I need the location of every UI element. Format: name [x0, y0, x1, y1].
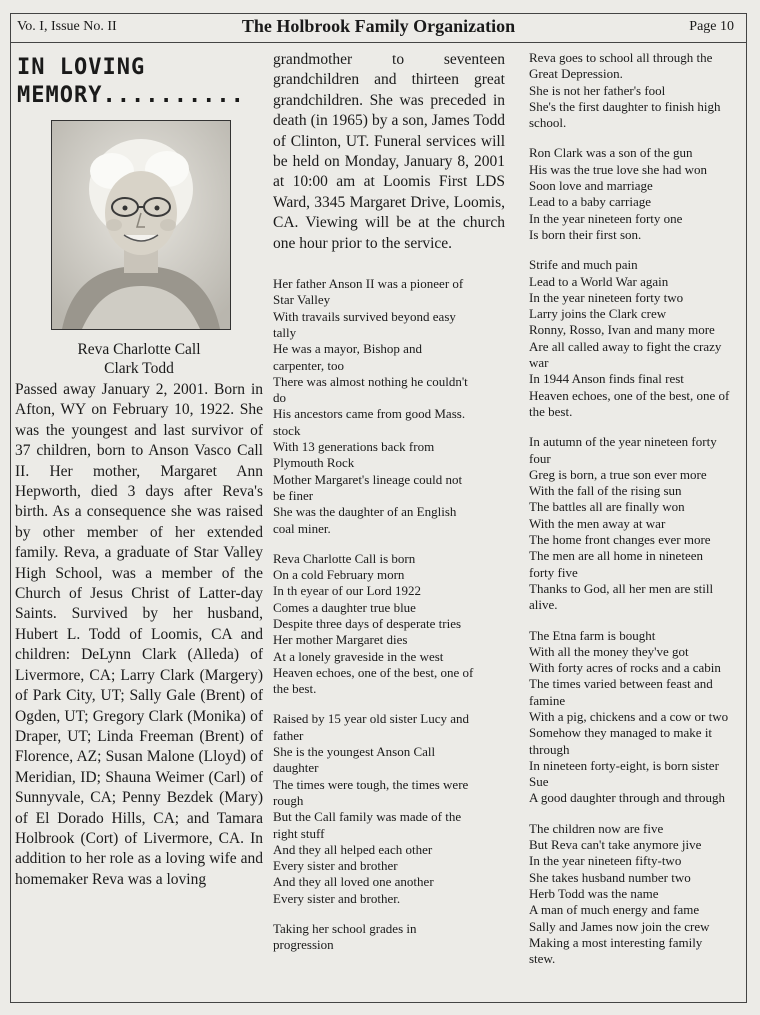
- poem-line: war: [529, 355, 549, 371]
- poem-line: coal miner.: [273, 520, 331, 536]
- poem-line: Heaven echoes, one of the best, one of: [273, 664, 474, 680]
- poem-line: Her mother Margaret dies: [273, 632, 408, 648]
- poem-line: Making a most interesting family: [529, 934, 703, 950]
- obituary-text-part-2: grandmother to seventeen grandchildren and thirteen great grandchildren. She was preceded in death (in 1965) by a son, James Todd of Clinton, UT. Funeral services will be held on Monday, January 8, 2001 at 10:00 am at Loomis First LDS Ward, 3345 Margaret Drive, Loomis, CA. Viewing will be at the church one hour prior to the service.: [273, 51, 505, 252]
- poem-column-3: [529, 50, 741, 967]
- poem-line: The Etna farm is bought: [529, 627, 656, 643]
- poem-line: Raised by 15 year old sister Lucy and: [273, 711, 470, 727]
- poem-line: There was almost nothing he couldn't: [273, 373, 468, 389]
- poem-line: Ron Clark was a son of the gun: [529, 145, 693, 161]
- poem-line: alive.: [529, 597, 558, 613]
- column-3: [529, 50, 741, 981]
- poem-line: The times varied between feast and: [529, 676, 713, 692]
- page-header: [11, 14, 746, 43]
- poem-line: Greg is born, a true son ever more: [529, 466, 707, 482]
- poem-line: She is not her father's fool: [529, 82, 666, 98]
- poem-line: Despite three days of desperate tries: [273, 616, 462, 631]
- poem-line: Heaven echoes, one of the best, one of: [529, 387, 730, 403]
- poem-line: She takes husband number two: [529, 869, 691, 885]
- poem-line: At a lonely graveside in the west: [273, 648, 444, 664]
- poem-line: famine: [529, 692, 566, 708]
- poem-line: Great Depression.: [529, 66, 623, 82]
- poem-line: Star Valley: [273, 292, 331, 308]
- memorial-heading-line-1: IN LOVING: [17, 55, 146, 80]
- poem-line: the best.: [273, 681, 317, 697]
- poem-stanza: [529, 821, 741, 968]
- poem-stanza: [529, 257, 741, 420]
- poem-line: With the fall of the rising sun: [529, 483, 682, 499]
- poem-line: She's the first daughter to finish high: [529, 98, 721, 114]
- poem-line: Ronny, Rosso, Ivan and many more: [529, 322, 715, 338]
- poem-line: The battles all are finally won: [529, 499, 685, 515]
- caption-line-2: Clark Todd: [104, 360, 174, 377]
- poem-stanza: [273, 551, 505, 698]
- poem-line: daughter: [273, 760, 319, 776]
- poem-line: Soon love and marriage: [529, 178, 653, 194]
- poem-line: father: [273, 727, 304, 743]
- poem-line: In 1944 Anson finds final rest: [529, 371, 684, 387]
- poem-line: Reva goes to school all through the: [529, 50, 713, 65]
- poem-line: forty five: [529, 564, 578, 580]
- poem-line: Strife and much pain: [529, 257, 638, 273]
- poem-stanza: [273, 276, 505, 537]
- poem-line: The children now are five: [529, 820, 664, 836]
- poem-stanza: [273, 711, 505, 907]
- poem-line: Thanks to God, all her men are still: [529, 580, 714, 596]
- poem-line: progression: [273, 937, 334, 953]
- portrait-photo: [51, 120, 231, 330]
- poem-line: But the Call family was made of the: [273, 809, 462, 825]
- issue-number: Vo. I, Issue No. II: [17, 19, 117, 34]
- newsletter-page: [10, 13, 747, 1003]
- poem-line: Mother Margaret's lineage could not: [273, 471, 463, 487]
- poem-line: Lead to a baby carriage: [529, 194, 651, 210]
- poem-line: His ancestors came from good Mass.: [273, 406, 466, 422]
- poem-line: The home front changes ever more: [529, 532, 711, 548]
- poem-line: Herb Todd was the name: [529, 885, 659, 901]
- poem-line: Is born their first son.: [529, 226, 642, 242]
- poem-line: Reva Charlotte Call is born: [273, 550, 416, 566]
- poem-line: carpenter, too: [273, 357, 344, 373]
- poem-line: With travails survived beyond easy: [273, 308, 456, 324]
- poem-line: Somehow they managed to make it: [529, 725, 713, 741]
- poem-line: In the year nineteen forty two: [529, 289, 684, 305]
- page-number: Page 10: [689, 19, 734, 34]
- newsletter-title: The Holbrook Family Organization: [241, 16, 516, 36]
- poem-line: Larry joins the Clark crew: [529, 306, 667, 322]
- poem-line: Comes a daughter true blue: [273, 599, 416, 615]
- poem-line: tally: [273, 324, 297, 340]
- poem-line: Lead to a World War again: [529, 273, 669, 289]
- poem-stanza: [529, 50, 741, 131]
- portrait-photo-icon: [52, 121, 230, 329]
- poem-line: school.: [529, 115, 567, 131]
- poem-line: stew.: [529, 951, 556, 967]
- poem-line: In autumn of the year nineteen forty: [529, 434, 717, 450]
- poem-line: right stuff: [273, 825, 325, 841]
- poem-line: A man of much energy and fame: [529, 902, 700, 918]
- poem-line: Every sister and brother.: [273, 890, 401, 906]
- poem-line: He was a mayor, Bishop and: [273, 341, 422, 357]
- memorial-heading: [17, 54, 263, 110]
- poem-line: And they all loved one another: [273, 874, 434, 890]
- poem-line: In the year nineteen fifty-two: [529, 853, 682, 869]
- poem-line: stock: [273, 422, 301, 438]
- poem-line: But Reva can't take anymore jive: [529, 837, 702, 853]
- obituary-text-part-1: Passed away January 2, 2001. Born in Afton, WY on February 10, 1922. She was the youngest and last survivor of 37 children, born to Anson Vasco Call II. Her mother, Margaret Ann Hepworth, died 3 days after Reva's birth. As a consequence she was raised by other member of her extended family. Reva, a graduate of Star Valley High School, was a member of the Church of Jesus Christ of Latter-day Saints. Survived by her husband, Hubert L. Todd of Loomis, CA and children: DeLynn Clark (Alleda) of Livermore, CA; Larry Clark (Margery) of Park City, UT; Sally Gale (Brent) of Ogden, UT; Gregory Clark (Monika) of Draper, UT; Linda Freeman (Brent) of Florence, AZ; Susan Malone (Lloyd) of Meridian, ID; Shauna Weimer (Carl) of Sunnyvale, CA; Penny Bezdek (Mary) of El Dorado Hills, CA; and Tamara Holbrook (Cort) of Livermore, CA. In addition to her role as a loving wife and homemaker Reva was a loving: [15, 381, 263, 888]
- poem-stanza: [273, 921, 505, 954]
- poem-line: She was the daughter of an English: [273, 504, 457, 520]
- photo-caption: [15, 340, 263, 378]
- poem-stanza: [529, 145, 741, 243]
- poem-line: four: [529, 450, 551, 466]
- poem-line: And they all helped each other: [273, 841, 433, 857]
- poem-line: The men are all home in nineteen: [529, 548, 703, 564]
- poem-line: She is the youngest Anson Call: [273, 744, 436, 760]
- poem-column-2: [273, 276, 505, 954]
- poem-line: With 13 generations back from: [273, 439, 435, 455]
- poem-line: through: [529, 741, 570, 757]
- poem-line: Are all called away to fight the crazy: [529, 338, 722, 354]
- poem-line: In the year nineteen forty one: [529, 210, 683, 226]
- poem-line: Sally and James now join the crew: [529, 918, 710, 934]
- column-1: [15, 50, 263, 890]
- poem-line: Every sister and brother: [273, 858, 398, 874]
- poem-line: Taking her school grades in: [273, 921, 417, 937]
- column-2: [273, 50, 505, 968]
- poem-line: the best.: [529, 403, 573, 419]
- poem-stanza: [529, 434, 741, 613]
- poem-line: In th eyear of our Lord 1922: [273, 583, 422, 599]
- poem-line: rough: [273, 792, 304, 808]
- memorial-heading-line-2: MEMORY..........: [17, 83, 245, 108]
- poem-line: Plymouth Rock: [273, 455, 355, 471]
- poem-line: do: [273, 390, 286, 406]
- poem-line: With a pig, chickens and a cow or two: [529, 708, 729, 724]
- poem-line: With all the money they've got: [529, 643, 689, 659]
- poem-line: The times were tough, the times were: [273, 776, 469, 792]
- poem-line: On a cold February morn: [273, 567, 405, 583]
- poem-line: With forty acres of rocks and a cabin: [529, 660, 721, 676]
- poem-line: With the men away at war: [529, 515, 666, 531]
- poem-line: be finer: [273, 487, 314, 503]
- poem-line: Her father Anson II was a pioneer of: [273, 276, 464, 292]
- poem-line: In nineteen forty-eight, is born sister: [529, 757, 719, 773]
- poem-stanza: [529, 628, 741, 807]
- caption-line-1: Reva Charlotte Call: [77, 341, 201, 358]
- poem-line: His was the true love she had won: [529, 161, 707, 177]
- poem-line: A good daughter through and through: [529, 790, 726, 806]
- poem-line: Sue: [529, 774, 549, 790]
